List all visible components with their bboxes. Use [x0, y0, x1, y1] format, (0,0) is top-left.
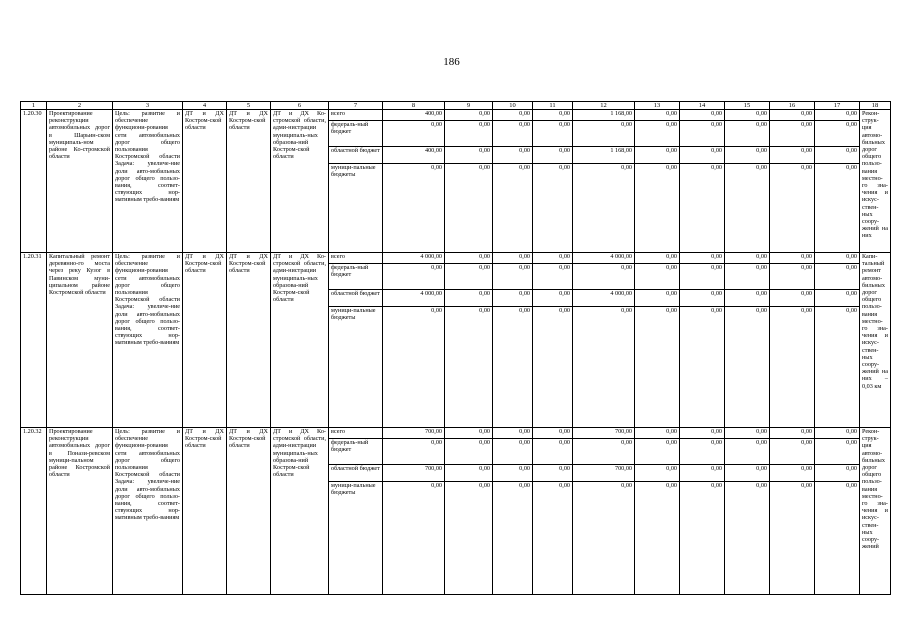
column-number: 9	[445, 102, 493, 110]
funding-value: 0,00	[815, 164, 860, 253]
funding-value: 0,00	[383, 264, 445, 290]
funding-value: 0,00	[573, 439, 635, 465]
funding-value: 0,00	[725, 482, 770, 595]
funding-value: 0,00	[493, 290, 533, 307]
expected-result: Рекон-струк-ция автомо-бильных дорог общего пользо-вания местно-го зна-чения и искус-ствен-ных соору-жений	[860, 428, 891, 595]
column-number-row	[21, 102, 891, 110]
column-number: 12	[573, 102, 635, 110]
column-number: 15	[725, 102, 770, 110]
funding-value: 0,00	[680, 482, 725, 595]
funding-value: 0,00	[493, 121, 533, 147]
funding-value: 0,00	[725, 264, 770, 290]
funding-value: 0,00	[635, 264, 680, 290]
funding-source: всего	[329, 253, 383, 264]
column-number: 4	[183, 102, 227, 110]
funding-value: 0,00	[445, 439, 493, 465]
funding-value: 0,00	[493, 264, 533, 290]
row-id: 1.20.32	[21, 428, 47, 595]
funding-value: 0,00	[573, 264, 635, 290]
funding-value: 0,00	[725, 439, 770, 465]
funding-value: 0,00	[725, 253, 770, 264]
funding-value: 0,00	[533, 164, 573, 253]
table-row	[21, 428, 891, 439]
funding-value: 0,00	[445, 253, 493, 264]
column-number: 7	[329, 102, 383, 110]
funding-value: 0,00	[635, 110, 680, 121]
funding-value: 0,00	[815, 428, 860, 439]
page-number: 186	[443, 56, 460, 68]
goal-task: Цель: развитие и обеспечение функциони-рования сети автомобильных дорог общего пользования Костромской области Задача: увеличе-ние доли авто-мобильных дорог общего пользо-вания, соответ-ствующих нор-мативным требо-ваниям	[113, 428, 183, 595]
funding-value: 0,00	[445, 110, 493, 121]
funding-value: 0,00	[815, 290, 860, 307]
funding-value: 0,00	[533, 439, 573, 465]
funding-value: 0,00	[635, 164, 680, 253]
funding-value: 0,00	[680, 290, 725, 307]
funding-value: 0,00	[445, 164, 493, 253]
funding-value: 0,00	[770, 482, 815, 595]
funding-source: муници-пальные бюджеты	[329, 307, 383, 428]
funding-value: 0,00	[635, 290, 680, 307]
funding-value: 0,00	[770, 253, 815, 264]
row-id: 1.20.30	[21, 110, 47, 253]
funding-source: областной бюджет	[329, 290, 383, 307]
funding-value: 0,00	[770, 465, 815, 482]
column-number: 1	[21, 102, 47, 110]
funding-value: 700,00	[573, 465, 635, 482]
funding-value: 0,00	[725, 121, 770, 147]
state-customer: ДТ и ДХ Костром-ской области	[227, 110, 271, 253]
column-number: 18	[860, 102, 891, 110]
funding-value: 0,00	[725, 465, 770, 482]
funding-value: 0,00	[383, 164, 445, 253]
funding-value: 0,00	[770, 121, 815, 147]
funding-value: 0,00	[725, 110, 770, 121]
funding-source: областной бюджет	[329, 147, 383, 164]
column-number: 8	[383, 102, 445, 110]
funding-value: 700,00	[573, 428, 635, 439]
funding-value: 0,00	[770, 439, 815, 465]
funding-value: 0,00	[635, 121, 680, 147]
funding-value: 0,00	[770, 428, 815, 439]
column-number: 14	[680, 102, 725, 110]
funding-value: 0,00	[815, 147, 860, 164]
funding-value: 0,00	[383, 121, 445, 147]
funding-value: 0,00	[725, 307, 770, 428]
funding-value: 0,00	[770, 264, 815, 290]
funding-source: федераль-ный бюджет	[329, 264, 383, 290]
funding-value: 0,00	[533, 121, 573, 147]
funding-value: 0,00	[445, 482, 493, 595]
funding-value: 0,00	[725, 290, 770, 307]
funding-value: 0,00	[815, 482, 860, 595]
funding-value: 0,00	[533, 253, 573, 264]
funding-value: 400,00	[383, 147, 445, 164]
funding-value: 0,00	[725, 164, 770, 253]
column-number: 11	[533, 102, 573, 110]
funding-value: 0,00	[573, 121, 635, 147]
funding-source: всего	[329, 110, 383, 121]
funding-source: муници-пальные бюджеты	[329, 164, 383, 253]
participants: ДТ и ДХ Ко-стромской области, адми-нистрации муниципаль-ных образова-ний Костром-ской области	[271, 428, 329, 595]
funding-value: 0,00	[680, 428, 725, 439]
participants: ДТ и ДХ Ко-стромской области, адми-нистрации муниципаль-ных образова-ний Костром-ской области	[271, 253, 329, 428]
object-name: Капитальный ремонт деревянно-го моста через реку Кузог в Павинском муни-ципальном районе Костромской области	[47, 253, 113, 428]
funding-value: 0,00	[383, 307, 445, 428]
funding-value: 700,00	[383, 428, 445, 439]
column-number: 6	[271, 102, 329, 110]
funding-value: 0,00	[635, 482, 680, 595]
responsible-executor: ДТ и ДХ Костром-ской области	[183, 428, 227, 595]
funding-value: 0,00	[445, 428, 493, 439]
funding-value: 0,00	[533, 307, 573, 428]
responsible-executor: ДТ и ДХ Костром-ской области	[183, 253, 227, 428]
funding-value: 0,00	[445, 465, 493, 482]
funding-value: 0,00	[725, 428, 770, 439]
funding-value: 0,00	[445, 307, 493, 428]
column-number: 13	[635, 102, 680, 110]
funding-value: 0,00	[533, 264, 573, 290]
funding-value: 0,00	[635, 465, 680, 482]
funding-value: 0,00	[493, 253, 533, 264]
funding-source: областной бюджет	[329, 465, 383, 482]
funding-value: 0,00	[815, 307, 860, 428]
funding-value: 0,00	[680, 264, 725, 290]
funding-value: 0,00	[573, 482, 635, 595]
funding-value: 4 000,00	[573, 290, 635, 307]
participants: ДТ и ДХ Ко-стромской области, адми-нистрации муниципаль-ных образова-ний Костром-ской области	[271, 110, 329, 253]
funding-value: 1 168,00	[573, 110, 635, 121]
state-customer: ДТ и ДХ Костром-ской области	[227, 253, 271, 428]
funding-value: 0,00	[815, 465, 860, 482]
expected-result: Рекон-струк-ция автомо-бильных дорог общего пользо-вания местно-го зна-чения и искус-ствен-ных соору-жений на них	[860, 110, 891, 253]
funding-value: 0,00	[635, 253, 680, 264]
funding-value: 400,00	[383, 110, 445, 121]
funding-value: 0,00	[770, 147, 815, 164]
funding-value: 0,00	[493, 428, 533, 439]
funding-source: федераль-ный бюджет	[329, 439, 383, 465]
column-number: 3	[113, 102, 183, 110]
funding-value: 0,00	[493, 164, 533, 253]
funding-value: 1 168,00	[573, 147, 635, 164]
funding-value: 0,00	[493, 465, 533, 482]
funding-value: 0,00	[725, 147, 770, 164]
funding-value: 0,00	[635, 147, 680, 164]
funding-source: всего	[329, 428, 383, 439]
funding-value: 0,00	[533, 482, 573, 595]
column-number: 17	[815, 102, 860, 110]
budget-table	[20, 101, 891, 595]
funding-value: 0,00	[680, 465, 725, 482]
funding-source: муници-пальные бюджеты	[329, 482, 383, 595]
funding-value: 0,00	[770, 307, 815, 428]
funding-value: 0,00	[383, 482, 445, 595]
funding-value: 4 000,00	[573, 253, 635, 264]
funding-value: 0,00	[815, 253, 860, 264]
object-name: Проектирование реконструкции автомобильных дорог в Понази-ревском муници-пальном районе Костромской области	[47, 428, 113, 595]
funding-value: 0,00	[493, 482, 533, 595]
funding-value: 0,00	[493, 439, 533, 465]
expected-result: Капи-тальный ремонт автомо-бильных дорог общего пользо-вания местно-го зна-чения и искус-ствен-ных соору-жений на них – 0,03 км	[860, 253, 891, 428]
funding-value: 0,00	[493, 307, 533, 428]
funding-value: 0,00	[573, 307, 635, 428]
funding-value: 0,00	[383, 439, 445, 465]
funding-value: 4 000,00	[383, 253, 445, 264]
funding-value: 0,00	[445, 290, 493, 307]
state-customer: ДТ и ДХ Костром-ской области	[227, 428, 271, 595]
funding-value: 0,00	[493, 110, 533, 121]
funding-value: 0,00	[635, 439, 680, 465]
funding-value: 0,00	[533, 428, 573, 439]
row-id: 1.20.31	[21, 253, 47, 428]
column-number: 10	[493, 102, 533, 110]
funding-value: 0,00	[680, 110, 725, 121]
funding-value: 0,00	[680, 253, 725, 264]
funding-value: 0,00	[493, 147, 533, 164]
funding-value: 0,00	[533, 290, 573, 307]
funding-value: 0,00	[635, 307, 680, 428]
funding-value: 0,00	[680, 164, 725, 253]
responsible-executor: ДТ и ДХ Костром-ской области	[183, 110, 227, 253]
goal-task: Цель: развитие и обеспечение функциони-рования сети автомобильных дорог общего пользования Костромской области Задача: увеличе-ние доли авто-мобильных дорог общего пользо-вания, соответ-ствующих нор-мативным требо-ваниям	[113, 110, 183, 253]
funding-value: 700,00	[383, 465, 445, 482]
table-row	[21, 253, 891, 264]
funding-value: 0,00	[680, 307, 725, 428]
funding-value: 0,00	[680, 439, 725, 465]
column-number: 16	[770, 102, 815, 110]
funding-value: 0,00	[680, 147, 725, 164]
funding-value: 0,00	[635, 428, 680, 439]
column-number: 2	[47, 102, 113, 110]
funding-value: 0,00	[770, 164, 815, 253]
funding-value: 0,00	[815, 121, 860, 147]
funding-value: 0,00	[445, 121, 493, 147]
table-row	[21, 110, 891, 121]
funding-value: 0,00	[770, 290, 815, 307]
funding-value: 0,00	[445, 264, 493, 290]
funding-value: 0,00	[573, 164, 635, 253]
funding-value: 0,00	[815, 264, 860, 290]
funding-source: федераль-ный бюджет	[329, 121, 383, 147]
funding-value: 4 000,00	[383, 290, 445, 307]
funding-value: 0,00	[770, 110, 815, 121]
funding-value: 0,00	[533, 110, 573, 121]
funding-value: 0,00	[815, 110, 860, 121]
object-name: Проектирование реконструкции автомобильных дорог в Шарьин-ском муниципаль-ном районе Ко-стромской области	[47, 110, 113, 253]
funding-value: 0,00	[815, 439, 860, 465]
funding-value: 0,00	[680, 121, 725, 147]
goal-task: Цель: развитие и обеспечение функциони-рования сети автомобильных дорог общего пользования Костромской области Задача: увеличе-ние доли авто-мобильных дорог общего пользо-вания, соответ-ствующих нор-мативным требо-ваниям	[113, 253, 183, 428]
funding-value: 0,00	[533, 147, 573, 164]
funding-value: 0,00	[445, 147, 493, 164]
column-number: 5	[227, 102, 271, 110]
funding-value: 0,00	[533, 465, 573, 482]
